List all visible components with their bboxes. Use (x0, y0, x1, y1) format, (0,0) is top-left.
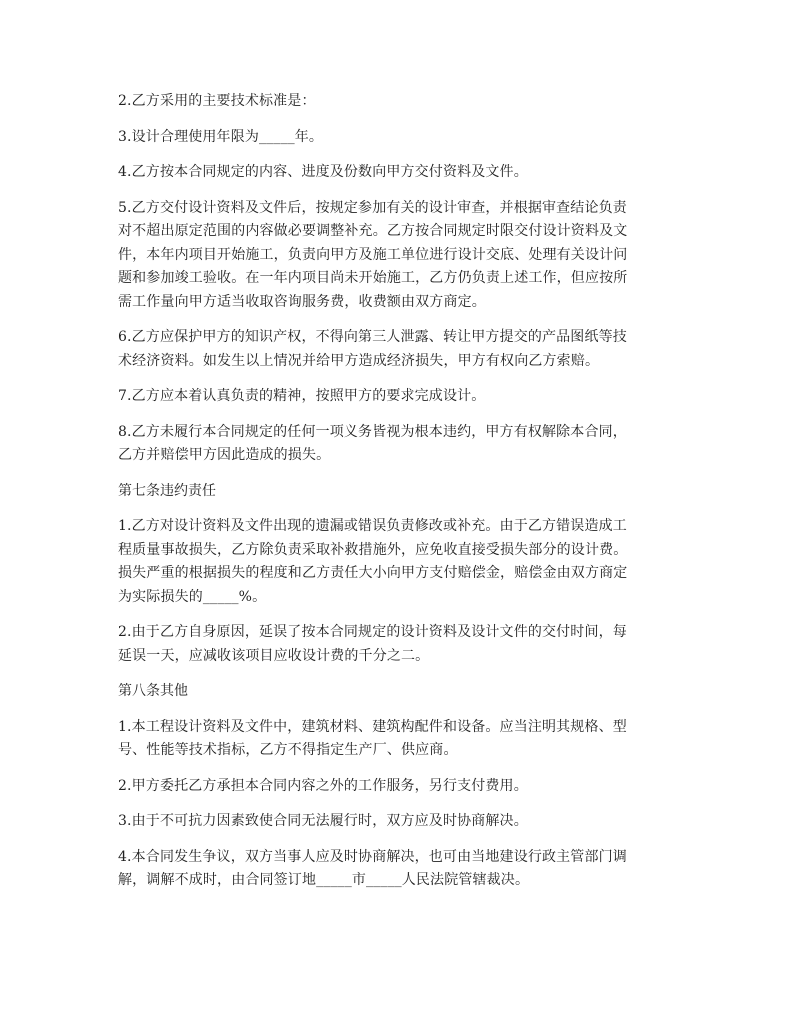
text-line: 3.由于不可抗力因素致使合同无法履行时，双方应及时协商解决。 (118, 813, 528, 829)
section-heading (118, 480, 686, 504)
text-line: 对不超出原定范围的内容做必要调整补充。乙方按合同规定时限交付设计资料及文 (118, 223, 628, 239)
text-line: 4.本合同发生争议，双方当事人应及时协商解决，也可由当地建设行政主管部门调 (118, 848, 627, 865)
text-line: 件，本年内项目开始施工，负责向甲方及施工单位进行设计交底、处理有关设计问 (118, 246, 628, 263)
text-line: 6.乙方应保护甲方的知识产权，不得向第三人泄露、转让甲方提交的产品图纸等技 (118, 329, 627, 345)
section-heading (118, 680, 686, 704)
document-page (118, 90, 686, 905)
paragraph (118, 515, 686, 609)
text-line: 损失严重的根据损失的程度和乙方责任大小向甲方支付赔偿金，赔偿金由双方商定 (118, 565, 628, 581)
text-line: 需工作量向甲方适当收取咨询服务费，收费额由双方商定。 (118, 293, 486, 310)
text-line: 7.乙方应本着认真负责的精神，按照甲方的要求完成设计。 (118, 388, 486, 404)
text-line: 程质量事故损失，乙方除负责采取补救措施外，应免收直接受损失部分的设计费。 (118, 541, 628, 558)
text-line: 4.乙方按本合同规定的内容、进度及份数向甲方交付资料及文件。 (118, 164, 528, 180)
text-line: 1.本工程设计资料及文件中，建筑材料、建筑构配件和设备。应当注明其规格、型 (118, 718, 627, 735)
text-line: 2.由于乙方自身原因，延误了按本合同规定的设计资料及设计文件的交付时间，每 (118, 624, 627, 640)
text-line: 乙方并赔偿甲方因此造成的损失。 (118, 447, 331, 463)
text-line: 号、性能等技术指标，乙方不得指定生产厂、供应商。 (118, 742, 458, 758)
paragraph (118, 716, 686, 763)
paragraph (118, 421, 686, 468)
text-line: 为实际损失的_____%。 (118, 588, 267, 605)
paragraph (118, 90, 686, 114)
text-line: 术经济资料。如发生以上情况并给甲方造成经济损失，甲方有权向乙方索赔。 (118, 352, 600, 369)
paragraph (118, 775, 686, 799)
text-line: 第八条其他 (118, 683, 188, 699)
text-line: 解，调解不成时，由合同签订地_____市_____人民法院管辖裁决。 (118, 872, 530, 888)
paragraph (118, 810, 686, 834)
text-line: 2.乙方采用的主要技术标准是： (118, 93, 316, 109)
paragraph (118, 197, 686, 315)
paragraph (118, 846, 686, 893)
text-line: 第七条违约责任 (118, 482, 216, 499)
text-line: 5.乙方交付设计资料及文件后，按规定参加有关的设计审查，并根据审查结论负责 (118, 199, 627, 216)
text-line: 8.乙方未履行本合同规定的任何一项义务皆视为根本违约，甲方有权解除本合同， (118, 423, 627, 440)
text-line: 2.甲方委托乙方承担本合同内容之外的工作服务，另行支付费用。 (118, 777, 528, 794)
paragraph (118, 161, 686, 185)
text-line: 延误一天，应减收该项目应收设计费的千分之二。 (118, 647, 430, 664)
paragraph (118, 621, 686, 668)
text-line: 题和参加竣工验收。在一年内项目尚未开始施工，乙方仍负责上述工作，但应按所 (118, 270, 628, 286)
text-line: 3.设计合理使用年限为_____年。 (118, 128, 324, 145)
paragraph (118, 126, 686, 150)
text-line: 1.乙方对设计资料及文件出现的遗漏或错误负责修改或补充。由于乙方错误造成工 (118, 518, 627, 534)
paragraph (118, 326, 686, 373)
paragraph (118, 385, 686, 409)
